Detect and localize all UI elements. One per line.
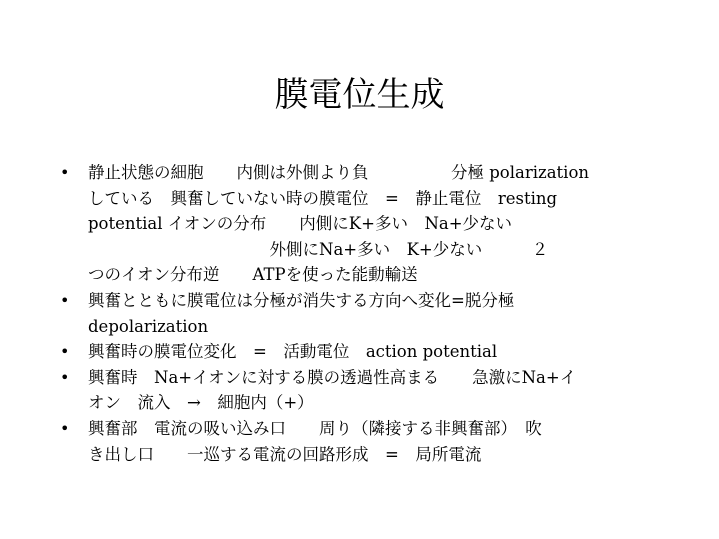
bullet-item: [60, 160, 660, 288]
bullet-dot-icon: •: [60, 342, 70, 362]
bullet-text-line: 興奮とともに膜電位は分極が消失する方向へ変化=脱分極: [88, 290, 515, 310]
bullet-text-line: 興奮部 電流の吸い込み口 周り（隣接する非興奮部） 吹: [88, 418, 542, 438]
bullet-item: [60, 339, 660, 365]
bullet-dot-icon: •: [60, 163, 70, 182]
bullet-text-line: している 興奮していない時の膜電位 = 静止電位 resting: [88, 188, 558, 208]
bullet-dot-icon: •: [60, 418, 70, 438]
bullet-dot-icon: •: [60, 367, 70, 387]
bullet-text-line: き出し口 一巡する電流の回路形成 = 局所電流: [88, 444, 482, 464]
bullet-text-line: 興奮時の膜電位変化 = 活動電位 action potential: [88, 342, 498, 362]
bullet-text-line: 外側にNa+多い K+少ない ２: [88, 239, 549, 259]
bullet-item: [60, 416, 660, 467]
bullet-text-line: 静止状態の細胞 内側は外側より負 分極 polarization: [88, 163, 590, 182]
bullet-list: [60, 160, 660, 467]
slide-title: 膜電位生成: [274, 75, 445, 115]
bullet-text-line: つのイオン分布逆 ATPを使った能動輸送: [88, 265, 418, 285]
bullet-dot-icon: •: [60, 290, 70, 310]
bullet-text-line: potential イオンの分布 内側にK+多い Na+少ない: [88, 214, 513, 234]
bullet-text-line: 興奮時 Na+イオンに対する膜の透過性高まる 急激にNa+イ: [88, 367, 577, 387]
bullet-item: [60, 365, 660, 416]
bullet-item: [60, 288, 660, 339]
bullet-text-line: オン 流入 → 細胞内（+）: [88, 393, 314, 413]
bullet-text-line: depolarization: [88, 316, 209, 336]
